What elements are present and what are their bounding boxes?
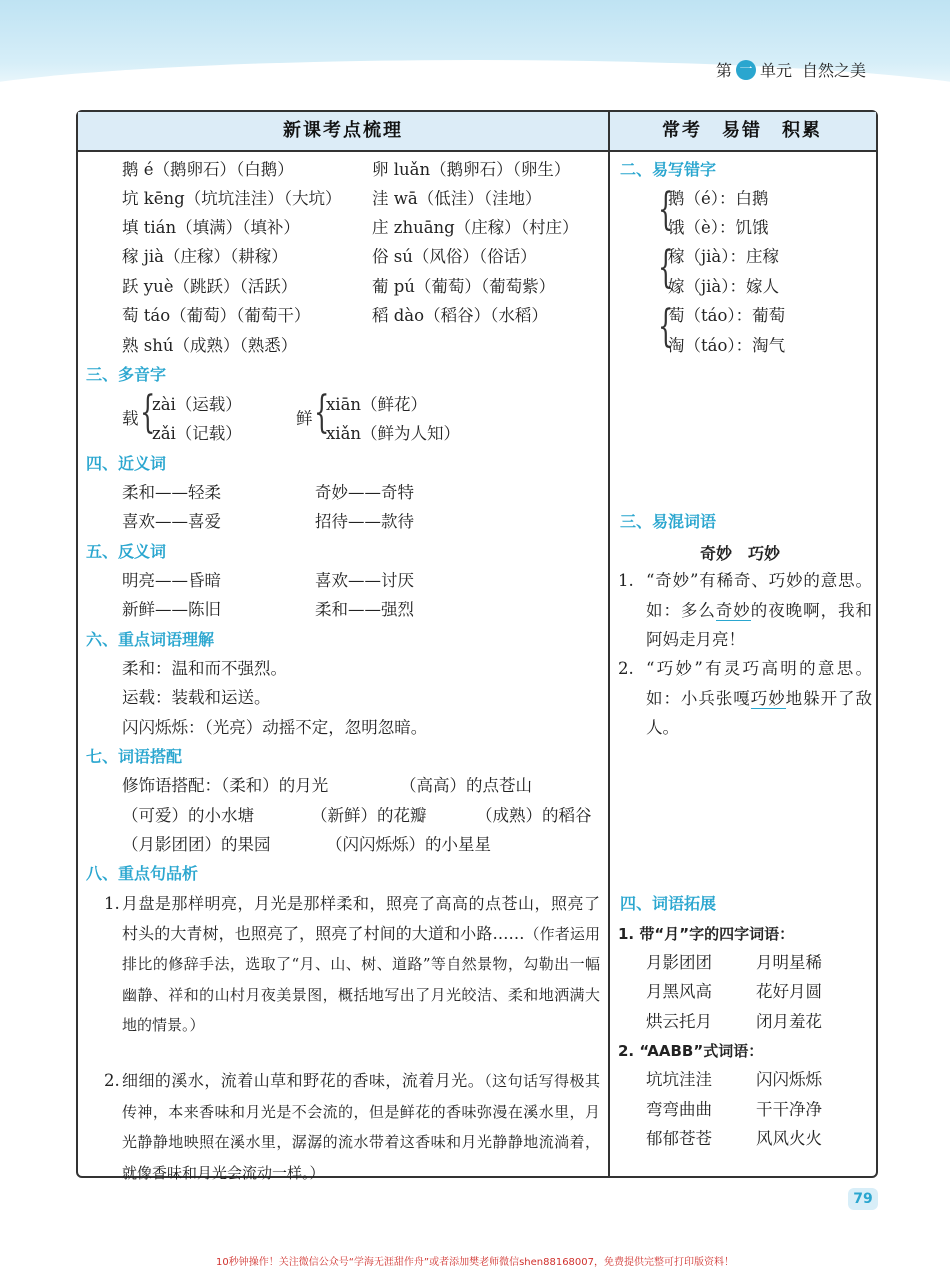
char-pair-item: 萄（táo）：葡萄 <box>668 306 786 325</box>
word-item: 坑 kēng（坑坑洼洼）（大坑） <box>122 189 342 208</box>
word-item: 洼 wā（低洼）（洼地） <box>372 189 542 208</box>
collocation: （高高）的点苍山 <box>400 776 532 795</box>
section-title-synonyms: 四、近义词 <box>86 454 167 473</box>
word-pair: 柔和——轻柔 <box>122 483 221 502</box>
char-pair-item: 鹅（é）：白鹅 <box>668 189 769 208</box>
content-frame <box>76 110 878 1182</box>
column-divider <box>608 112 610 1176</box>
polyphone-char: 鲜 <box>296 409 313 428</box>
collocation: 修饰语搭配：（柔和）的月光 <box>122 776 329 795</box>
section-title-collocation: 七、词语搭配 <box>86 747 183 766</box>
confusable-explanation-1: “奇妙”有稀奇、巧妙的意思。如：多么奇妙的夜晚啊，我和阿妈走月亮！ <box>646 571 873 649</box>
example-underline: 奇妙 <box>715 600 751 620</box>
left-column-header: 新课考点梳理 <box>78 112 608 152</box>
idiom: 坑坑洼洼 <box>646 1070 712 1089</box>
unit-number-badge: 一 <box>736 60 756 80</box>
word-pair: 新鲜——陈旧 <box>122 600 221 619</box>
sentence-analysis-1 <box>122 889 600 1041</box>
brace: { <box>658 184 674 235</box>
word-pair: 柔和——强烈 <box>315 600 414 619</box>
section-title-easy-miswritten: 二、易写错字 <box>620 160 717 179</box>
item-number: 2. <box>618 659 634 678</box>
idiom: 闪闪烁烁 <box>756 1070 822 1089</box>
word-item: 俗 sú（风俗）（俗话） <box>372 247 537 266</box>
header-banner <box>0 0 950 105</box>
collocation: （成熟）的稻谷 <box>476 806 592 825</box>
word-pair: 招待——款待 <box>315 512 414 531</box>
polyphone-reading: xiān（鲜花） <box>326 395 428 414</box>
unit-label <box>716 58 866 81</box>
definition-line: 柔和：温和而不强烈。 <box>122 659 287 678</box>
idiom: 干干净净 <box>756 1100 822 1119</box>
word-item: 鹅 é（鹅卵石）（白鹅） <box>122 160 294 179</box>
char-pair-item: 饿（è）：饥饿 <box>668 218 769 237</box>
idiom: 风风火火 <box>756 1129 822 1148</box>
word-item: 葡 pú（葡萄）（葡萄紫） <box>372 277 556 296</box>
extension-heading: 2. “AABB”式词语： <box>618 1042 764 1060</box>
word-item: 萄 táo（葡萄）（葡萄干） <box>122 306 311 325</box>
example-underline: 巧妙 <box>750 688 786 708</box>
word-item: 庄 zhuāng（庄稼）（村庄） <box>372 218 579 237</box>
unit-suffix: 单元 <box>759 61 792 80</box>
word-pair: 奇妙——奇特 <box>315 483 414 502</box>
item-number: 2. <box>104 1071 120 1090</box>
item-number: 1. <box>618 571 634 590</box>
word-pair: 明亮——昏暗 <box>122 571 221 590</box>
word-item: 熟 shú（成熟）（熟悉） <box>122 336 298 355</box>
collocation: （闪闪烁烁）的小星星 <box>326 835 491 854</box>
collocation: （可爱）的小水塘 <box>122 806 254 825</box>
section-title-antonyms: 五、反义词 <box>86 542 167 561</box>
section-title-word-extension: 四、词语拓展 <box>620 894 717 913</box>
word-pair: 喜欢——喜爱 <box>122 512 221 531</box>
collocation: （月影团团）的果园 <box>122 835 271 854</box>
idiom: 郁郁苍苍 <box>646 1129 712 1148</box>
idiom: 闭月羞花 <box>756 1012 822 1031</box>
section-title-polyphones: 三、多音字 <box>86 365 167 384</box>
confusable-explanation-2: “巧妙”有灵巧高明的意思。如：小兵张嘎巧妙地躲开了敌人。 <box>646 659 873 737</box>
sentence-text: 月盘是那样明亮，月光是那样柔和，照亮了高高的点苍山，照亮了村头的大青树，也照亮了，照亮了村间的大道和小路…… <box>122 894 600 943</box>
idiom: 弯弯曲曲 <box>646 1100 712 1119</box>
polyphone-char: 载 <box>122 409 139 428</box>
polyphone-reading: zǎi（记载） <box>152 424 242 443</box>
char-pair-item: 淘（táo）：淘气 <box>668 336 786 355</box>
word-item: 卵 luǎn（鹅卵石）（卵生） <box>372 160 571 179</box>
char-pair-item: 稼（jià）：庄稼 <box>668 247 779 266</box>
unit-title: 自然之美 <box>801 61 866 80</box>
definition-line: 运载：装载和运送。 <box>122 688 271 707</box>
item-number: 1. <box>104 894 120 913</box>
idiom: 花好月圆 <box>756 982 822 1001</box>
sentence-explanation: （作者运用排比的修辞手法，选取了“月、山、树、道路”等自然景物，勾勒出一幅幽静、祥和的山村月夜美景图，概括地写出了月光皎洁、柔和地洒满大地的情景。） <box>122 924 600 1034</box>
confusable-pair: 奇妙 巧妙 <box>700 544 781 563</box>
sentence-text: 细细的溪水，流着山草和野花的香味，流着月光。 <box>122 1071 485 1090</box>
brace: { <box>658 301 674 352</box>
char-pair-item: 嫁（jià）：嫁人 <box>668 277 779 296</box>
unit-prefix: 第 <box>715 61 732 80</box>
brace: { <box>314 387 330 438</box>
polyphone-reading: xiǎn（鲜为人知） <box>326 424 461 443</box>
word-item: 稼 jià（庄稼）（耕稼） <box>122 247 288 266</box>
word-item: 稻 dào（稻谷）（水稻） <box>372 306 548 325</box>
brace: { <box>658 242 674 293</box>
idiom: 月影团团 <box>646 953 712 972</box>
word-item: 跃 yuè（跳跃）（活跃） <box>122 277 298 296</box>
idiom: 烘云托月 <box>646 1012 712 1031</box>
collocation: （新鲜）的花瓣 <box>311 806 427 825</box>
section-title-sentence-analysis: 八、重点句品析 <box>86 864 199 883</box>
definition-line: 闪闪烁烁：（光亮）动摇不定，忽明忽暗。 <box>122 718 428 737</box>
page-number: 79 <box>848 1188 878 1210</box>
word-pair: 喜欢——讨厌 <box>315 571 414 590</box>
footer-notice: 10秒钟操作！关注微信公众号“学海无涯甜作舟”或者添加樊老师微信shen88168007，免费提供完整可打印版资料！ <box>215 1257 735 1268</box>
section-title-key-words: 六、重点词语理解 <box>86 630 215 649</box>
brace: { <box>140 387 156 438</box>
sentence-analysis-2 <box>122 1066 600 1188</box>
sentence-explanation: （这句话写得极其传神，本来香味和月光是不会流的，但是鲜花的香味弥漫在溪水里，月光静静地映照在溪水里，潺潺的流水带着这香味和月光静静地流淌着，就像香味和月光会流动一样。） <box>122 1072 600 1182</box>
section-title-confusable-words: 三、易混词语 <box>620 512 717 531</box>
right-column-header: 常考 易错 积累 <box>608 112 876 152</box>
word-item: 填 tián（填满）（填补） <box>122 218 300 237</box>
extension-heading: 1. 带“月”字的四字词语： <box>618 925 795 943</box>
idiom: 月黑风高 <box>646 982 712 1001</box>
idiom: 月明星稀 <box>756 953 822 972</box>
polyphone-reading: zài（运载） <box>152 395 242 414</box>
